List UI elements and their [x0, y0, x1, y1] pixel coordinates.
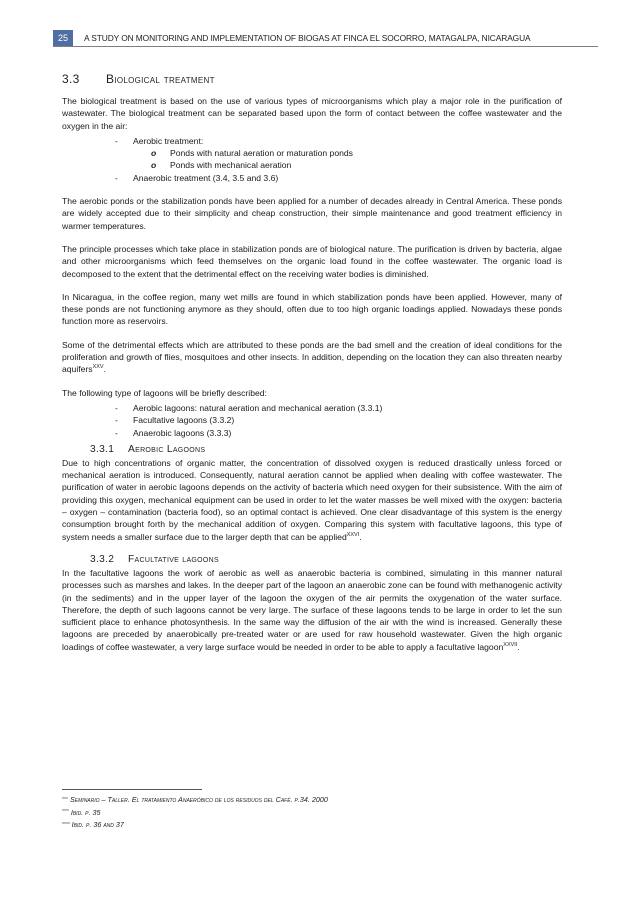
footnotes [62, 789, 562, 832]
aerobic-lagoons-paragraph [62, 457, 562, 543]
list-item [62, 135, 562, 147]
paragraph-text: In the facultative lagoons the work of aerobic as well as anaerobic bacteria is combined, simulating in this manner natural processes such as marshes and lakes. In the deeper part of the lagoon an anaerobic zone can be found with methanogenic activity (in the sediments) and in the upper layer of the lagoon the oxygen of the air permits the oxygenation of the water surface. Therefore, the depth of such lagoons cannot be very large. The surface of these lagoons tends to be large in order to let the sun sufficient place to enhance photosynthesis. In the same way the diffusion of the air with the wind is increased. Generally these lagoons are preceded by anaerobically pre-treated water or are used for raw household wastewater. Given the high organic loadings of coffee wastewater, a very large surface would be needed in order to be able to apply a facultative lagoon [62, 567, 562, 652]
subsection-title: Aerobic Lagoons [128, 443, 206, 455]
lagoons-intro: The following type of lagoons will be briefly described: [62, 387, 267, 398]
list-bullet: - [115, 427, 118, 438]
effects-text: Some of the detrimental effects which are attributed to these ponds are the bad smell and the creation of ideal conditions for the proliferation and growth of flies, mosquitoes and other insects. In addition, depending on the location they can also threaten nearby aquifers [62, 339, 562, 375]
sublist-item [62, 147, 562, 159]
body-paragraph: The aerobic ponds or the stabilization ponds have been applied for a number of decades already in Central America. These ponds are widely accepted due to their simplicity and cheap construction, their simple maintenance and good treatment efficiency in warmer temperatures. [62, 196, 562, 231]
sublist-bullet: o [151, 148, 157, 159]
sentence-end: . [359, 531, 362, 542]
footnote [62, 807, 562, 820]
body-paragraph: The principle processes which take place in stabilization ponds are of biological nature. The purification is driven by bacteria, algae and other microorganisms which feed themselves on the organic load found in the coffee wastewater. The organic load is decomposed to the extent that the detrimental effect on the receiving water bodies is diminished. [62, 243, 562, 279]
list-item-text: Anaerobic treatment (3.4, 3.5 and 3.6) [133, 172, 279, 183]
subsection-heading [90, 554, 562, 565]
list-item-text: Aerobic lagoons: natural aeration and mechanical aeration (3.3.1) [133, 402, 383, 413]
footnote-ref: XXVII [503, 641, 518, 648]
lagoons-list [62, 402, 562, 439]
sentence-end: . [517, 641, 520, 652]
paragraph-text: Due to high concentrations of organic matter, the concentration of dissolved oxygen is reduced drastically unless forced or mechanical aeration is introduced. Consequently, natural aeration cannot be applied when dealing with coffee wastewater. The purification of water in aerobic lagoons depends on the activity of bacteria which need oxygen for their subsistence. With the aim of providing this oxygen, mechanical equipment can be used in order to let the water masses be well mixed with the oxygen: bacteria – oxygen – contamination (bacteria food), so an optimal contact is achieved. One clear disadvantage of this system is the energy consumption brought forth by the mechanical addition of oxygen. Comparing this system with facultative lagoons, this type of system needs a smaller surface due to the larger depth that can be applied [62, 457, 562, 542]
aerobic-sublist [62, 147, 562, 172]
list-item [62, 414, 562, 426]
list-item-text: Facultative lagoons (3.3.2) [133, 415, 235, 426]
footnote-ref: XXVI [346, 531, 360, 538]
list-item-text: Anaerobic lagoons (3.3.3) [133, 427, 232, 438]
footnote [62, 819, 562, 832]
page-number: 25 [53, 30, 73, 46]
sublist-bullet: o [151, 160, 157, 171]
section-title: Biological treatment [106, 72, 215, 86]
list-bullet: - [115, 172, 118, 183]
treatment-list [62, 135, 562, 184]
section-heading [62, 72, 562, 86]
list-item [62, 172, 562, 184]
subsection-title: Facultative lagoons [128, 553, 219, 565]
footnote-mark: xxv [62, 795, 69, 801]
section-number: 3.3 [62, 72, 80, 86]
sublist-item [62, 159, 562, 171]
footnote-text: Seminario – Taller. El tratamiento Anaeróbico de los residuos del Café. p.34. 2000 [70, 795, 328, 804]
list-item [62, 402, 562, 414]
sentence-end: . [103, 364, 106, 375]
footnote-divider [62, 789, 202, 790]
footnote-ref: XXV [92, 364, 104, 371]
list-item-text: Aerobic treatment: [133, 135, 204, 146]
subsection-number: 3.3.2 [90, 553, 115, 565]
running-title: A STUDY ON MONITORING AND IMPLEMENTATION OF BIOGAS AT FINCA EL SOCORRO, MATAGALPA, NICARAGUA [84, 33, 531, 43]
footnote-mark: xxvi [62, 808, 69, 814]
sublist-item-text: Ponds with natural aeration or maturation ponds [170, 148, 353, 159]
footnote-text: Ibid. p. 35 [70, 807, 101, 817]
body-paragraph: In Nicaragua, in the coffee region, many wet mills are found in which stabilization ponds have been applied. However, many of these ponds are not functioning anymore as they should, often due to too high organic loadings applied. Nowadays these ponds function more as reservoirs. [62, 291, 562, 327]
subsection-heading [90, 444, 562, 455]
running-header [53, 30, 598, 47]
list-bullet: - [115, 415, 118, 426]
sublist-item-text: Ponds with mechanical aeration [170, 160, 292, 171]
list-bullet: - [115, 135, 118, 146]
effects-paragraph [62, 339, 562, 376]
footnote-mark: xxvii [62, 820, 70, 826]
main-content [62, 72, 562, 664]
footnote-text: Ibid. p. 36 and 37 [71, 820, 124, 829]
list-item [62, 427, 562, 439]
intro-paragraph: The biological treatment is based on the use of various types of microorganisms which play a major role in the purification of wastewater. The biological treatment can be separated based upon the form of contact between the coffee wastewater and the oxygen in the air: [62, 96, 562, 131]
subsection-number: 3.3.1 [90, 443, 115, 455]
footnote [62, 794, 562, 807]
list-bullet: - [115, 402, 118, 413]
facultative-lagoons-paragraph [62, 567, 562, 653]
